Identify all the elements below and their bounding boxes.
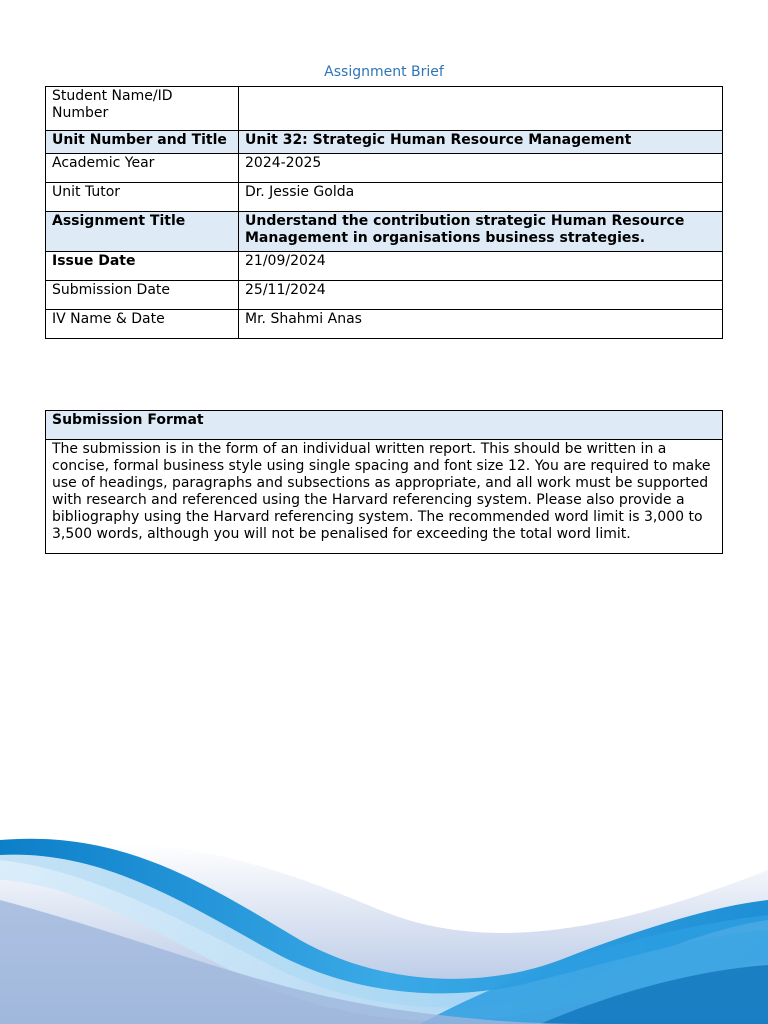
table-row: [46, 212, 723, 252]
row-label-unit-tutor: Unit Tutor: [46, 183, 239, 212]
row-label-student: Student Name/ID Number: [46, 87, 239, 131]
table-row: [46, 183, 723, 212]
table-row: [46, 252, 723, 281]
row-value-iv-name: Mr. Shahmi Anas: [239, 310, 723, 339]
table-row: [46, 310, 723, 339]
table-row: [46, 131, 723, 154]
row-label-assignment-title: Assignment Title: [46, 212, 239, 252]
row-value-student: [239, 87, 723, 131]
table-row: [46, 440, 723, 554]
row-label-issue-date: Issue Date: [46, 252, 239, 281]
submission-format-body: The submission is in the form of an individual written report. This should be written in a concise, formal business style using single spacing and font size 12. You are required to make use of headings, paragraphs and subsections as appropriate, and all work must be supported with research and referenced using the Harvard referencing system. Please also provide a bibliography using the Harvard referencing system. The recommended word limit is 3,000 to 3,500 words, although you will not be penalised for exceeding the total word limit.: [46, 440, 723, 554]
row-value-assignment-title: Understand the contribution strategic Human Resource Management in organisations business strategies.: [239, 212, 723, 252]
submission-format-table: [45, 410, 723, 554]
row-label-submission-date: Submission Date: [46, 281, 239, 310]
row-label-iv-name: IV Name & Date: [46, 310, 239, 339]
row-value-submission-date: 25/11/2024: [239, 281, 723, 310]
row-label-unit: Unit Number and Title: [46, 131, 239, 154]
row-value-academic-year: 2024-2025: [239, 154, 723, 183]
row-label-academic-year: Academic Year: [46, 154, 239, 183]
row-value-unit: Unit 32: Strategic Human Resource Management: [239, 131, 723, 154]
table-row: [46, 411, 723, 440]
submission-format-heading: Submission Format: [46, 411, 723, 440]
table-row: [46, 87, 723, 131]
table-row: [46, 281, 723, 310]
row-value-unit-tutor: Dr. Jessie Golda: [239, 183, 723, 212]
table-row: [46, 154, 723, 183]
row-value-issue-date: 21/09/2024: [239, 252, 723, 281]
decorative-wave-graphic: [0, 800, 768, 1024]
document-title: Assignment Brief: [324, 64, 444, 80]
assignment-brief-table: [45, 86, 723, 339]
